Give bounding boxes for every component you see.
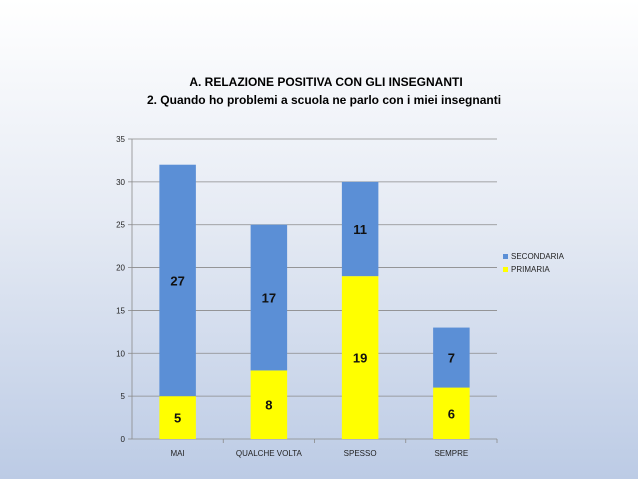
legend-label-primaria: PRIMARIA — [511, 265, 550, 274]
data-label: 19 — [352, 350, 368, 366]
data-labels — [170, 222, 455, 426]
data-label: 8 — [265, 397, 273, 413]
y-tick-label: 15 — [116, 306, 125, 316]
data-label: 27 — [170, 273, 185, 289]
y-tick-label: 0 — [120, 435, 125, 444]
x-tick-label: SEMPRE — [434, 449, 469, 458]
chart-title: A. RELAZIONE POSITIVA CON GLI INSEGNANTI — [189, 75, 463, 89]
data-label: 6 — [447, 406, 455, 422]
legend-swatch-primaria — [503, 267, 508, 272]
x-tick-label: QUALCHE VOLTA — [235, 449, 302, 458]
y-tick-label: 35 — [116, 135, 125, 144]
y-tick-label: 5 — [120, 392, 125, 402]
y-tick-label: 20 — [116, 263, 125, 273]
legend — [503, 252, 565, 274]
data-label: 11 — [353, 222, 367, 237]
y-tick-label: 25 — [116, 220, 125, 230]
category-labels — [171, 449, 469, 458]
legend-label-secondaria: SECONDARIA — [511, 252, 564, 261]
y-tick-label: 30 — [116, 177, 125, 187]
y-tick-label: 10 — [116, 349, 125, 359]
y-tick-labels — [116, 135, 125, 444]
bars — [159, 165, 469, 439]
chart-subtitle: 2. Quando ho problemi a scuola ne parlo con i miei insegnanti — [146, 93, 502, 107]
data-label: 7 — [447, 350, 455, 366]
legend-swatch-secondaria — [503, 254, 508, 259]
x-tick-label: SPESSO — [343, 449, 377, 458]
x-tick-label: MAI — [170, 449, 185, 458]
data-label: 5 — [174, 410, 182, 426]
data-label: 17 — [261, 290, 277, 306]
